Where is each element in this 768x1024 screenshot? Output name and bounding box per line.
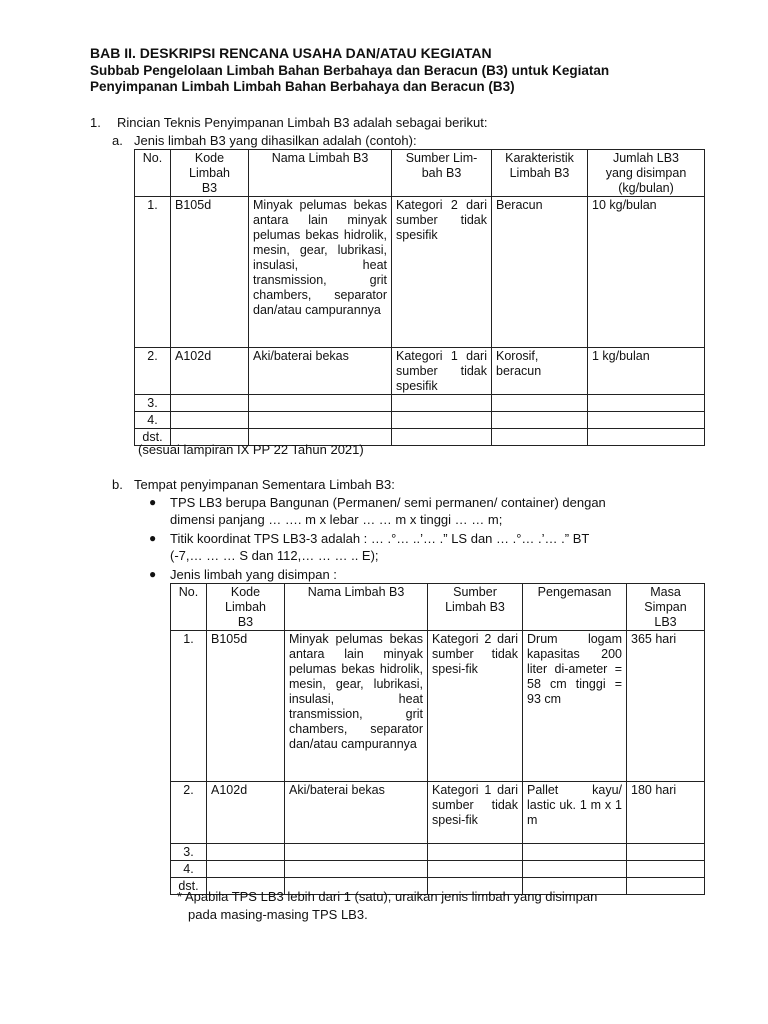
cell-pengemasan [523,844,627,861]
cell-kode: B105d [171,197,249,348]
cell-nama [249,412,392,429]
table-row [135,412,705,429]
cell-jumlah: 1 kg/bulan [588,348,705,395]
cell-masa [627,878,705,895]
cell-no: dst. [135,429,171,446]
cell-masa [627,861,705,878]
item1-number: 1. [90,115,101,130]
cell-masa [627,844,705,861]
section-b-text: Tempat penyimpanan Sementara Limbah B3: [134,477,395,492]
table-header-row [135,150,705,197]
cell-sumber: Kategori 1 dari sumber tidak spesifik [392,348,492,395]
cell-no: 3. [171,844,207,861]
bullet1-line1: TPS LB3 berupa Bangunan (Permanen/ semi permanen/ container) dengan [170,495,606,510]
cell-pengemasan: Drum logam kapasitas 200 liter di-ameter = 58 cm tinggi = 93 cm [523,631,627,782]
cell-nama [285,844,428,861]
cell-karakteristik: Beracun [492,197,588,348]
cell-sumber: Kategori 2 dari sumber tidak spesifik [392,197,492,348]
table-row [171,631,705,782]
cell-jumlah [588,429,705,446]
cell-pengemasan: Pallet kayu/ lastic uk. 1 m x 1 m [523,782,627,844]
cell-karakteristik [492,429,588,446]
bullet2-line2: (-7,… … … S dan 112,… … … .. E); [170,548,379,563]
cell-jumlah [588,412,705,429]
cell-jumlah [588,395,705,412]
cell-kode [171,412,249,429]
cell-no: 1. [135,197,171,348]
table-b-footnote-line1: * Apabila TPS LB3 lebih dari 1 (satu), uraikan jenis limbah yang disimpan [177,889,598,904]
cell-no: 4. [135,412,171,429]
cell-pengemasan [523,861,627,878]
header-jumlah: Jumlah LB3 yang disimpan (kg/bulan) [588,150,705,197]
table-row [135,197,705,348]
cell-sumber [428,861,523,878]
header-kode: Kode Limbah B3 [207,584,285,631]
cell-kode: A102d [207,782,285,844]
bullet-icon: ● [149,495,157,509]
header-nama: Nama Limbah B3 [285,584,428,631]
cell-jumlah: 10 kg/bulan [588,197,705,348]
cell-nama: Minyak pelumas bekas antara lain minyak pelumas bekas hidrolik, mesin, gear, lubrikasi, insulasi, heat transmission, grit chambers, separator dan/atau campurannya [249,197,392,348]
section-a-text: Jenis limbah B3 yang dihasilkan adalah (contoh): [134,133,417,148]
cell-no: 2. [171,782,207,844]
cell-karakteristik [492,412,588,429]
cell-kode: B105d [207,631,285,782]
cell-sumber [392,395,492,412]
cell-sumber [428,844,523,861]
cell-nama: Aki/baterai bekas [249,348,392,395]
header-masa: Masa Simpan LB3 [627,584,705,631]
table-a-note: (sesuai lampiran IX PP 22 Tahun 2021) [138,442,364,457]
cell-kode [171,395,249,412]
subchapter-title [90,63,690,95]
header-no: No. [135,150,171,197]
table-row [171,861,705,878]
cell-kode [207,861,285,878]
table-row [135,348,705,395]
cell-sumber: Kategori 1 dari sumber tidak spesi-fik [428,782,523,844]
table-stored-waste [170,583,705,895]
cell-no: 4. [171,861,207,878]
table-header-row [171,584,705,631]
subchapter-title-line2: Penyimpanan Limbah Limbah Bahan Berbahaya dan Beracun (B3) [90,79,515,94]
bullet3-text: Jenis limbah yang disimpan : [170,567,337,582]
cell-karakteristik: Korosif, beracun [492,348,588,395]
cell-nama [249,395,392,412]
cell-no: 2. [135,348,171,395]
item1-text: Rincian Teknis Penyimpanan Limbah B3 adalah sebagai berikut: [117,115,488,130]
bullet1-line2: dimensi panjang … …. m x lebar … … m x tinggi … … m; [170,512,503,527]
cell-sumber [392,412,492,429]
header-pengemasan: Pengemasan [523,584,627,631]
chapter-title: BAB II. DESKRIPSI RENCANA USAHA DAN/ATAU KEGIATAN [90,45,492,61]
header-no: No. [171,584,207,631]
header-sumber: Sumber Lim- bah B3 [392,150,492,197]
header-nama: Nama Limbah B3 [249,150,392,197]
cell-kode: A102d [171,348,249,395]
table-row [171,844,705,861]
table-generated-waste [134,149,705,446]
cell-no: 3. [135,395,171,412]
header-kode: Kode Limbah B3 [171,150,249,197]
cell-nama [285,861,428,878]
bullet-icon: ● [149,567,157,581]
cell-no: 1. [171,631,207,782]
cell-karakteristik [492,395,588,412]
cell-masa: 365 hari [627,631,705,782]
table-b-footnote-line2: pada masing-masing TPS LB3. [188,907,368,922]
header-karakteristik: Karakteristik Limbah B3 [492,150,588,197]
header-sumber: Sumber Limbah B3 [428,584,523,631]
section-b-letter: b. [112,477,123,492]
cell-no: dst. [171,878,207,895]
bullet2-line1: Titik koordinat TPS LB3-3 adalah : … .°… ..’… .” LS dan … .°… .’… .” BT [170,531,590,546]
cell-nama: Aki/baterai bekas [285,782,428,844]
cell-sumber [392,429,492,446]
table-row [135,395,705,412]
bullet-icon: ● [149,531,157,545]
section-a-letter: a. [112,133,123,148]
cell-nama: Minyak pelumas bekas antara lain minyak pelumas bekas hidrolik, mesin, gear, lubrikasi, insulasi, heat transmission, grit chambers, separator dan/atau campurannya [285,631,428,782]
subchapter-title-line1: Subbab Pengelolaan Limbah Bahan Berbahaya dan Beracun (B3) untuk Kegiatan [90,63,610,78]
cell-kode [207,844,285,861]
cell-sumber: Kategori 2 dari sumber tidak spesi-fik [428,631,523,782]
cell-masa: 180 hari [627,782,705,844]
table-row [171,782,705,844]
